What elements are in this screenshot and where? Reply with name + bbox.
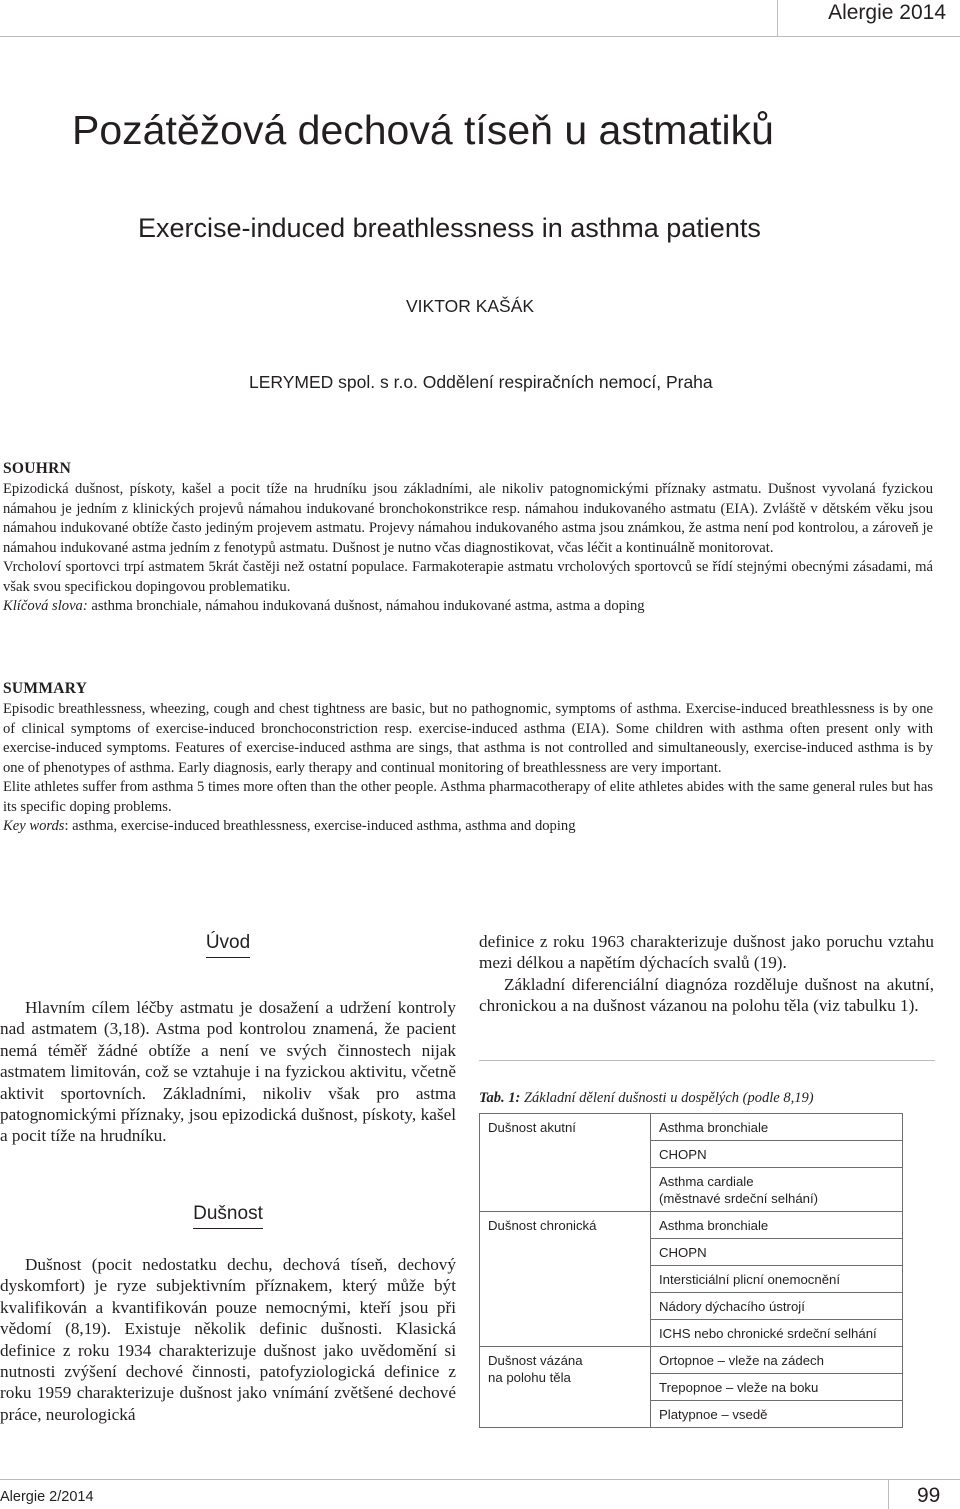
body-text-uvod bbox=[0, 997, 456, 1147]
keywords-text: asthma bronchiale, námahou indukovaná dušnost, námahou indukované astma, astma a doping bbox=[87, 598, 645, 614]
abstract-heading: SOUHRN bbox=[3, 460, 72, 477]
dyspnea-table bbox=[479, 1113, 903, 1428]
table-cell-line: (městnavé srdeční selhání) bbox=[659, 1191, 819, 1206]
author: VIKTOR KAŠÁK bbox=[406, 296, 535, 316]
table-cell-group: Dušnost akutní bbox=[480, 1114, 651, 1212]
abstract-english bbox=[3, 678, 933, 837]
table-cell bbox=[651, 1168, 903, 1212]
table-cell: ICHS nebo chronické srdeční selhání bbox=[651, 1320, 903, 1347]
table-caption bbox=[479, 1089, 814, 1108]
section-heading-text: Dušnost bbox=[193, 1202, 263, 1229]
abstract-paragraph: Elite athletes suffer from asthma 5 times more often than the other people. Asthma pharmacotherapy of elite athletes abides with the same general rules but has its specific doping problems. bbox=[3, 779, 933, 815]
section-heading-text: Úvod bbox=[206, 931, 250, 958]
table-row bbox=[480, 1347, 903, 1374]
footer-rule bbox=[0, 1479, 960, 1480]
body-text-right bbox=[479, 931, 934, 1017]
running-head: Alergie 2014 bbox=[828, 1, 946, 24]
table-cell: Platypnoe – vsedě bbox=[651, 1401, 903, 1428]
keywords-label: Key words bbox=[3, 818, 65, 834]
footer-journal: Alergie 2/2014 bbox=[0, 1489, 94, 1505]
paragraph: Základní diferenciální diagnóza rozděluje dušnost na akutní, chronickou a na dušnost vázanou na polohu těla (viz tabulku 1). bbox=[479, 974, 934, 1016]
affiliation: LERYMED spol. s r.o. Oddělení respiračních nemocí, Praha bbox=[249, 372, 713, 392]
table-cell: Asthma bronchiale bbox=[651, 1114, 903, 1141]
table-row bbox=[480, 1114, 903, 1141]
paragraph: Hlavním cílem léčby astmatu je dosažení a udržení kontroly nad astmatem (3,18). Astma pod kontrolou znamená, že pacient nemá téměř žádné obtíže a není ve svých činnostech nijak astmatem limitován, což se vztahuje i na fyzickou aktivitu, včetně aktivit sportovních. Základními, nikoliv však pro astma patognomickými příznaky, jsou epizodická dušnost, pískoty, kašel a pocit tíže na hrudníku. bbox=[0, 998, 456, 1146]
header-rule bbox=[0, 36, 960, 37]
paragraph: Dušnost (pocit nedostatku dechu, dechová tíseň, dechový dyskomfort) je ryze subjektivním příznakem, který může být kvalifikován a kvantifikován pouze nemocnými, kteří jsou při vědomí (8,19). Existuje několik definic dušnosti. Klasická definice z roku 1934 charakterizuje dušnost jako uvědomění si nutnosti zvýšení dechové činnosti, patofyziologická definice z roku 1959 charakterizuje dušnost jako vnímání zvětšené dechové práce, neurologická bbox=[0, 1255, 456, 1424]
table-cell: CHOPN bbox=[651, 1141, 903, 1168]
abstract-paragraph: Epizodická dušnost, pískoty, kašel a pocit tíže na hrudníku jsou základními, ale nikoliv patognomickými příznaky astmatu. Dušnost vyvolaná fyzickou námahou je jedním z klinických projevů námahou indukované bronchokonstrikce resp. námahou indukovaného astmatu (EIA). Zvláště v dětském věku jsou námahou indukované obtíže často jediným projevem astmatu. Projevy námahou indukovaného astma jsou známkou, že astma není pod kontrolou, a zároveň je námahou indukované astma jedním z fenotypů astmatu. Dušnost je nutno včas diagnostikovat, včas léčit a kontinuálně monitorovat. bbox=[3, 481, 933, 556]
section-heading-dusnost bbox=[0, 1202, 456, 1229]
abstract-paragraph: Vrcholoví sportovci trpí astmatem 5krát častěji než ostatní populace. Farmakoterapie astmatu vrcholových sportovců se řídí stejnými obecnými zásadami, má však svou specifickou dopingovou problematiku. bbox=[3, 559, 933, 595]
table-cell-line: Asthma cardiale bbox=[659, 1174, 754, 1189]
header-divider bbox=[777, 0, 778, 36]
keywords-text: : asthma, exercise-induced breathlessness, exercise-induced asthma, asthma and doping bbox=[64, 818, 576, 834]
section-heading-uvod bbox=[0, 931, 456, 958]
column-rule bbox=[479, 1060, 935, 1061]
keywords bbox=[3, 597, 933, 617]
table-cell-group bbox=[480, 1347, 651, 1428]
paragraph: definice z roku 1963 charakterizuje dušnost jako poruchu vztahu mezi délkou a napětím dýchacích svalů (19). bbox=[479, 932, 934, 973]
keywords-label: Klíčová slova: bbox=[3, 598, 88, 614]
table-cell: Trepopnoe – vleže na boku bbox=[651, 1374, 903, 1401]
table-cell: Intersticiální plicní onemocnění bbox=[651, 1266, 903, 1293]
abstract-heading: SUMMARY bbox=[3, 680, 88, 697]
keywords bbox=[3, 817, 933, 837]
article-title: Pozátěžová dechová tíseň u astmatiků bbox=[72, 107, 774, 153]
table-cell-line: Dušnost vázána bbox=[488, 1353, 583, 1368]
table-caption-text: Základní dělení dušnosti u dospělých (podle 8,19) bbox=[520, 1090, 814, 1106]
table-row bbox=[480, 1212, 903, 1239]
table-cell: Nádory dýchacího ústrojí bbox=[651, 1293, 903, 1320]
table-caption-label: Tab. 1: bbox=[479, 1090, 521, 1106]
abstract-paragraph: Episodic breathlessness, wheezing, cough and chest tightness are basic, but no pathognomic, symptoms of asthma. Exercise-induced breathlessness is by one of clinical symptoms of exercise-induced bronchoconstriction resp. exercise-induced asthma (EIA). Some children with asthma often present only with exercise-induced symptoms. Features of exercise-induced asthma are sings, that asthma is not controlled and simultaneously, exercise-induced asthma is by one of phenotypes of asthma. Early diagnosis, early therapy and continual monitoring of breathlessness are very important. bbox=[3, 701, 933, 776]
table-cell: Ortopnoe – vleže na zádech bbox=[651, 1347, 903, 1374]
table-cell: Asthma bronchiale bbox=[651, 1212, 903, 1239]
body-text-dusnost bbox=[0, 1254, 456, 1425]
page-number: 99 bbox=[917, 1484, 941, 1507]
table-cell-group: Dušnost chronická bbox=[480, 1212, 651, 1347]
running-header bbox=[0, 0, 960, 40]
table-cell-line: na polohu těla bbox=[488, 1370, 571, 1385]
table-cell: CHOPN bbox=[651, 1239, 903, 1266]
abstract-czech bbox=[3, 458, 933, 617]
footer-divider bbox=[888, 1479, 889, 1509]
article-subtitle: Exercise-induced breathlessness in asthma patients bbox=[138, 213, 761, 243]
